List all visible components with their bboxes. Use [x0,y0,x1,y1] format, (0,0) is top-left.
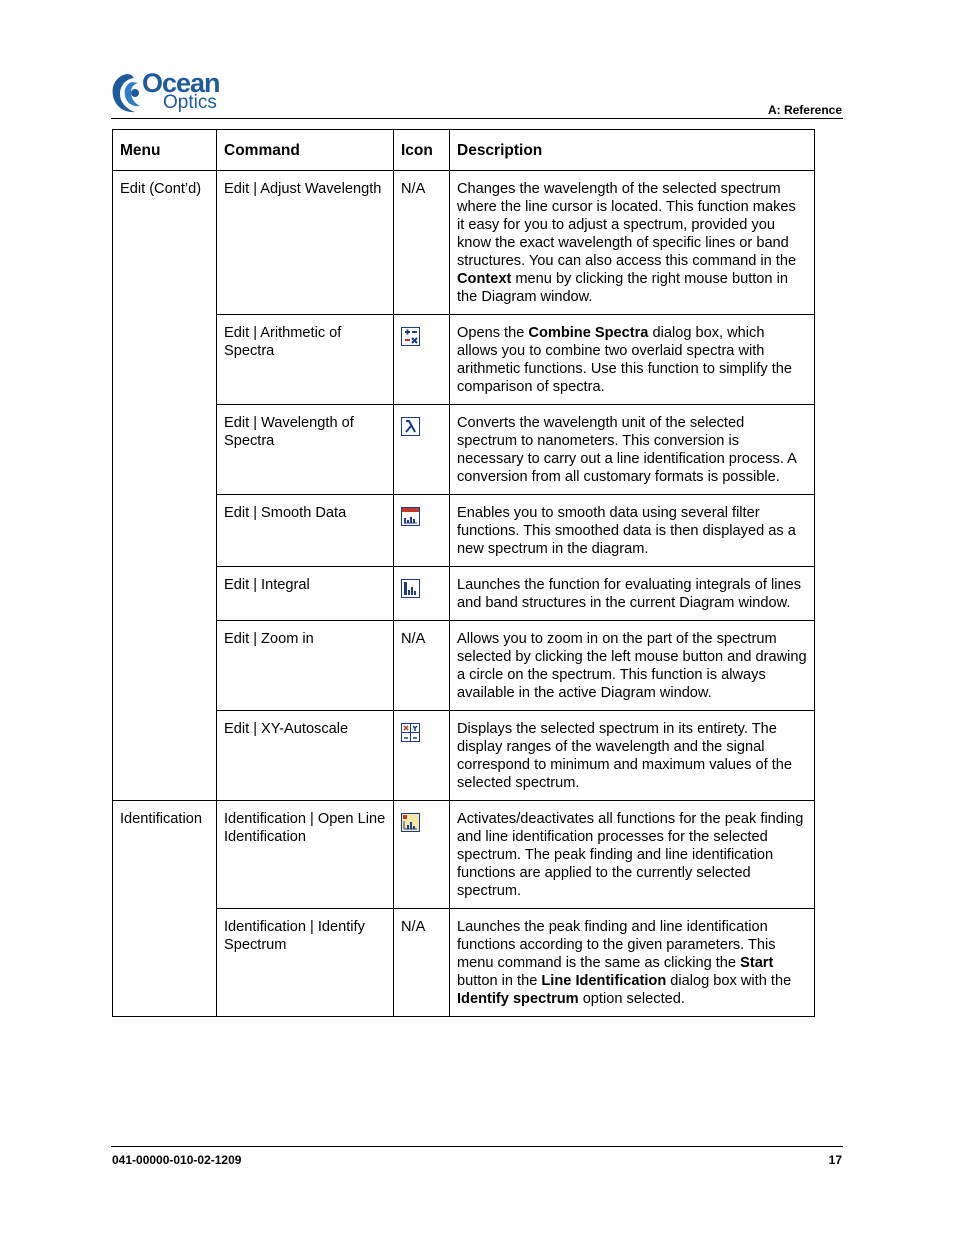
ui-term: Start [740,955,774,971]
ui-term: Identify spectrum [457,991,579,1007]
column-header-menu: Menu [113,130,217,171]
command-cell: Edit | Wavelength of Spectra [217,405,394,495]
reference-table [112,129,815,1017]
line-identification-icon [401,813,420,832]
table-row [113,711,815,801]
command-cell: Edit | Adjust Wavelength [217,171,394,315]
table-row [113,405,815,495]
description-text: menu by clicking the right mouse button in the Diagram window. [457,271,788,305]
table-row [113,315,815,405]
wave-logo-icon [110,72,144,116]
description-cell [450,711,815,801]
description-text: Launches the peak finding and line identification functions according to the given parameters. This menu command is the same as clicking the [457,919,776,971]
description-text: Changes the wavelength of the selected spectrum where the line cursor is located. This function makes it easy for you to adjust a spectrum, provided you know the exact wavelength of specific lines or band structures. You can also access this command in the [457,181,797,269]
description-cell [450,315,815,405]
lambda-icon [401,417,420,436]
description-text: Converts the wavelength unit of the selected spectrum to nanometers. This conversion is necessary to carry out a line identification process. A conversion from all customary formats is possible. [457,415,797,485]
command-cell: Identification | Identify Spectrum [217,909,394,1017]
table-row [113,495,815,567]
icon-cell [394,495,450,567]
icon-cell: N/A [394,171,450,315]
table-row [113,801,815,909]
ui-term: Context [457,271,512,287]
description-text: option selected. [578,991,685,1007]
command-cell: Edit | Arithmetic of Spectra [217,315,394,405]
description-cell [450,171,815,315]
command-cell: Edit | Smooth Data [217,495,394,567]
description-text: Opens the [457,325,529,341]
command-cell: Edit | XY-Autoscale [217,711,394,801]
command-cell: Identification | Open Line Identification [217,801,394,909]
description-text: dialog box, which allows you to combine two overlaid spectra with arithmetic functions. Use this function to simplify the comparison of spectra. [457,325,792,395]
column-header-icon: Icon [394,130,450,171]
icon-cell [394,711,450,801]
icon-cell [394,405,450,495]
integral-icon [401,579,420,598]
table-header-row [113,130,815,171]
logo-text-optics: Optics [163,92,217,113]
table-row [113,567,815,621]
arithmetic-icon [401,327,420,346]
table-row [113,621,815,711]
description-text: Enables you to smooth data using several filter functions. This smoothed data is then displayed as a new spectrum in the diagram. [457,505,796,557]
description-cell [450,405,815,495]
icon-cell: N/A [394,621,450,711]
page-number: 17 [828,1153,842,1167]
menu-cell: Identification [113,801,217,1017]
menu-cell: Edit (Cont’d) [113,171,217,801]
description-cell [450,909,815,1017]
description-text: Activates/deactivates all functions for the peak finding and line identification processes for the selected spectrum. The peak finding and line identification functions are applied to the currently selected spectrum. [457,811,804,899]
ui-term: Line Identification [541,973,667,989]
table-row [113,171,815,315]
icon-cell [394,567,450,621]
description-text: Allows you to zoom in on the part of the spectrum selected by clicking the left mouse button and drawing a circle on the spectrum. This function is always available in the active Diagram window. [457,631,807,701]
command-cell: Edit | Zoom in [217,621,394,711]
description-cell [450,801,815,909]
column-header-command: Command [217,130,394,171]
smooth-data-icon [401,507,420,526]
description-text: button in the [457,973,542,989]
description-text: Launches the function for evaluating integrals of lines and band structures in the current Diagram window. [457,577,801,611]
footer-divider [111,1146,843,1147]
icon-cell [394,315,450,405]
document-number: 041-00000-010-02-1209 [112,1153,242,1167]
xy-autoscale-icon [401,723,420,742]
icon-cell: N/A [394,909,450,1017]
table-row [113,909,815,1017]
description-text: Displays the selected spectrum in its entirety. The display ranges of the wavelength and the signal correspond to minimum and maximum values of the selected spectrum. [457,721,792,791]
logo-text-ocean: Ocean [142,68,220,98]
column-header-description: Description [450,130,815,171]
description-cell [450,495,815,567]
description-text: dialog box with the [666,973,792,989]
ui-term: Combine Spectra [528,325,649,341]
ocean-optics-logo [110,68,240,116]
description-cell [450,567,815,621]
command-cell: Edit | Integral [217,567,394,621]
icon-cell [394,801,450,909]
header-divider [111,118,843,119]
description-cell [450,621,815,711]
section-label: A: Reference [767,103,842,117]
